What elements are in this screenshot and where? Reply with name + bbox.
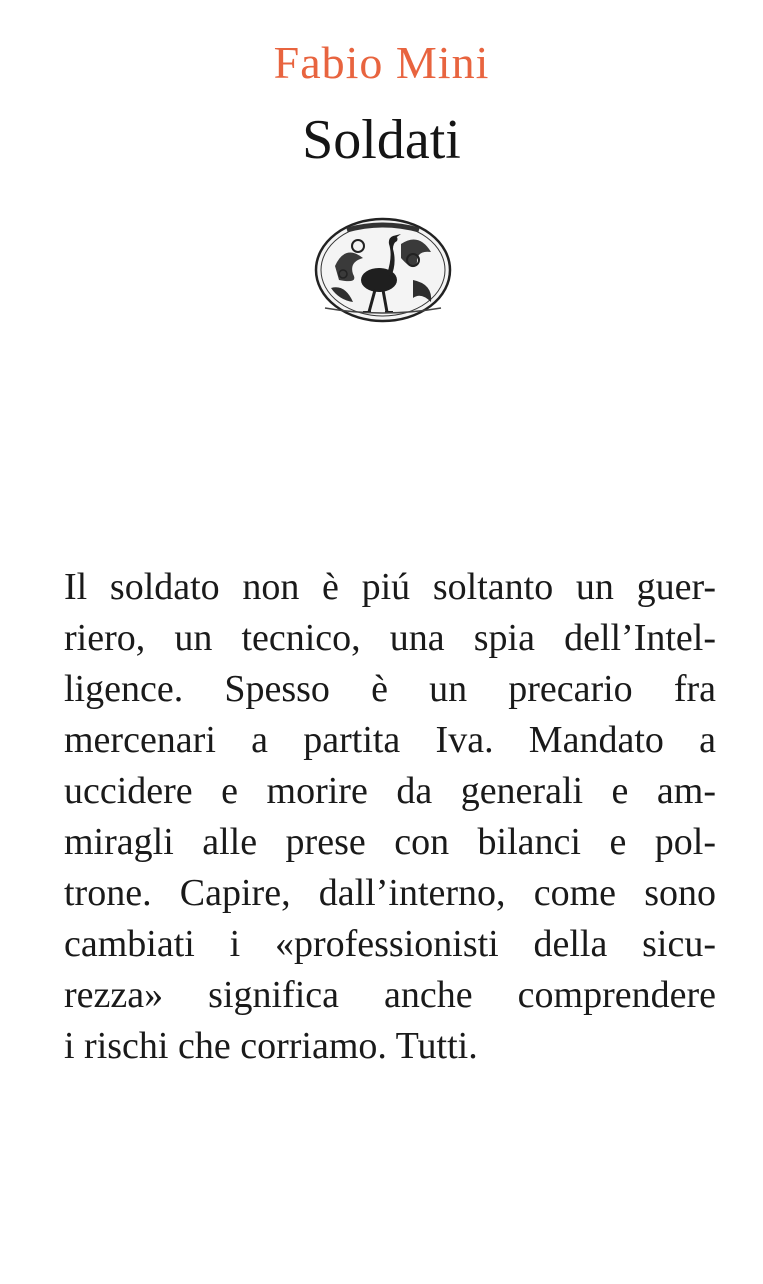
author-name: Fabio Mini [273,37,490,88]
blurb-line: i rischi che corriamo. Tutti. [64,1025,478,1067]
blurb-line: Il soldato non è piú soltanto un guer- [64,566,716,608]
blurb-line: rezza» significa anche comprendere [64,974,716,1016]
book-title: Soldati [302,109,461,171]
blurb-line: cambiati i «professionisti della sicu- [64,923,716,965]
blurb-line: miragli alle prese con bilanci e pol- [64,821,716,863]
blurb-line: mercenari a partita Iva. Mandato a [64,719,716,761]
blurb-line: uccidere e morire da generali e am- [64,770,716,812]
blurb-text [64,562,716,1072]
blurb-line: ligence. Spesso è un precario fra [64,668,716,710]
ostrich-emblem-icon [313,216,453,324]
blurb-line: trone. Capire, dall’interno, come sono [64,872,716,914]
blurb-line: riero, un tecnico, una spia dell’Intel- [64,617,716,659]
